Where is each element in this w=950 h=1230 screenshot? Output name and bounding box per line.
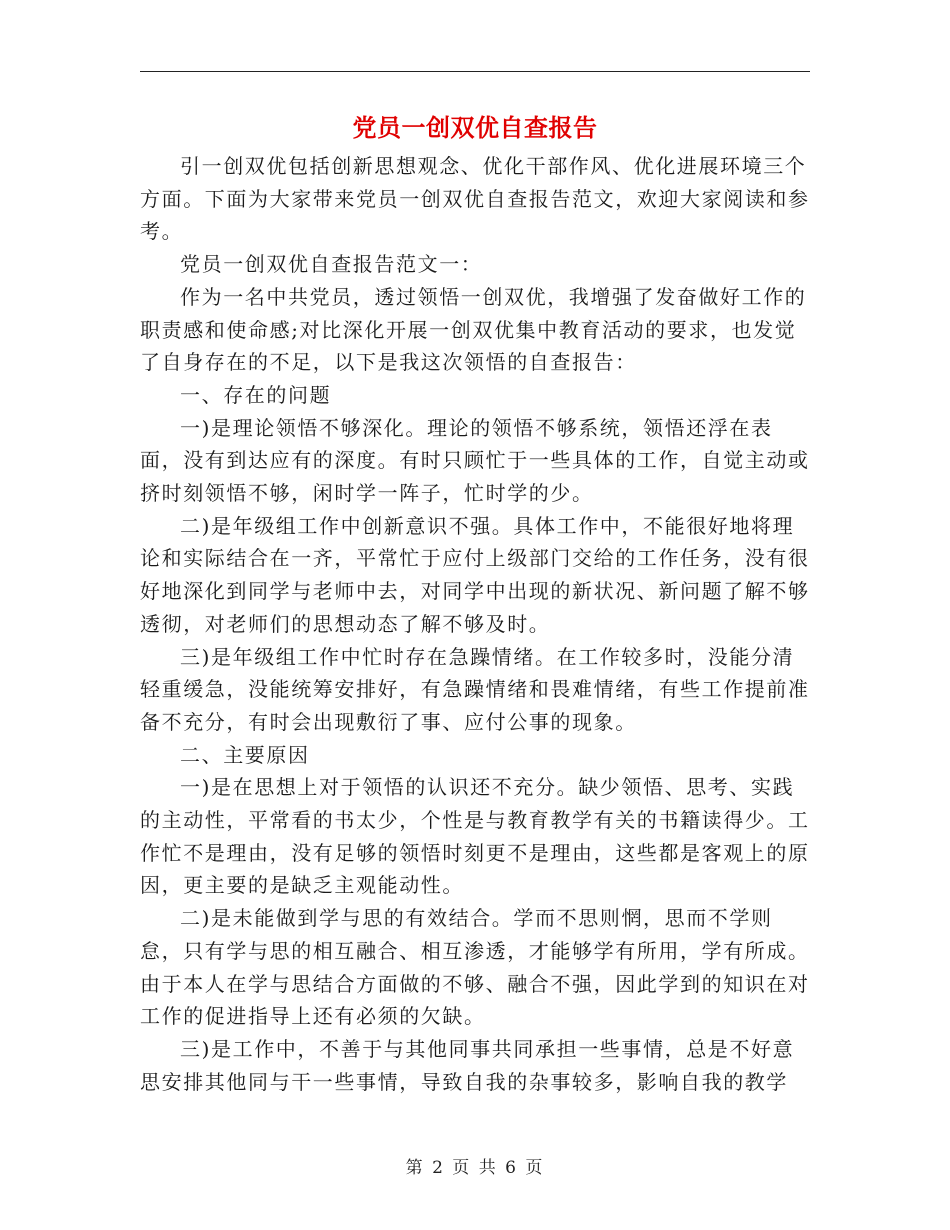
paragraph: 二)是未能做到学与思的有效结合。学而不思则惘，思而不学则怠，只有学与思的相互融合、相互渗透，才能够学有所用，学有所成。由于本人在学与思结合方面做的不够、融合不强，因此学到的知识在对工作的促进指导上还有必须的欠缺。 [140,906,810,1029]
paragraph: 二)是年级组工作中创新意识不强。具体工作中，不能很好地将理论和实际结合在一齐，平常忙于应付上级部门交给的工作任务，没有很好地深化到同学与老师中去，对同学中出现的新状况、新问题了解不够透彻，对老师们的思想动态了解不够及时。 [140,513,810,636]
section-heading: 一、存在的问题 [180,382,332,407]
paragraph: 作为一名中共党员，透过领悟一创双优，我增强了发奋做好工作的职责感和使命感;对比深化开展一创双优集中教育活动的要求，也发觉了自身存在的不足，以下是我这次领悟的自查报告： [140,284,807,375]
paragraph: 三)是工作中，不善于与其他同事共同承担一些事情，总是不好意思安排其他同与干一些事情，导致自我的杂事较多，影响自我的教学 [140,1036,795,1094]
section-heading: 二、主要原因 [180,742,310,767]
page-number-footer: 第 2 页 共 6 页 [405,1158,545,1178]
paragraph: 引一创双优包括创新思想观念、优化干部作风、优化进展环境三个方面。下面为大家带来党员一创双优自查报告范文，欢迎大家阅读和参考。 [140,154,810,244]
document-body [140,150,810,1098]
paragraph: 一)是理论领悟不够深化。理论的领悟不够系统，领悟还浮在表面，没有到达应有的深度。有时只顾忙于一些具体的工作，自觉主动或挤时刻领悟不够，闲时学一阵子，忙时学的少。 [140,415,810,506]
document-title: 党员一创双优自查报告 [352,114,598,142]
header-rule [140,71,810,72]
paragraph: 三)是年级组工作中忙时存在急躁情绪。在工作较多时，没能分清轻重缓急，没能统筹安排好，有急躁情绪和畏难情绪，有些工作提前准备不充分，有时会出现敷衍了事、应付公事的现象。 [140,644,810,734]
paragraph: 一)是在思想上对于领悟的认识还不充分。缺少领悟、思考、实践的主动性，平常看的书太少，个性是与教育教学有关的书籍读得少。工作忙不是理由，没有足够的领悟时刻更不是理由，这些都是客观上的原因，更主要的是缺乏主观能动性。 [140,775,810,898]
paragraph: 党员一创双优自查报告范文一： [180,252,483,277]
